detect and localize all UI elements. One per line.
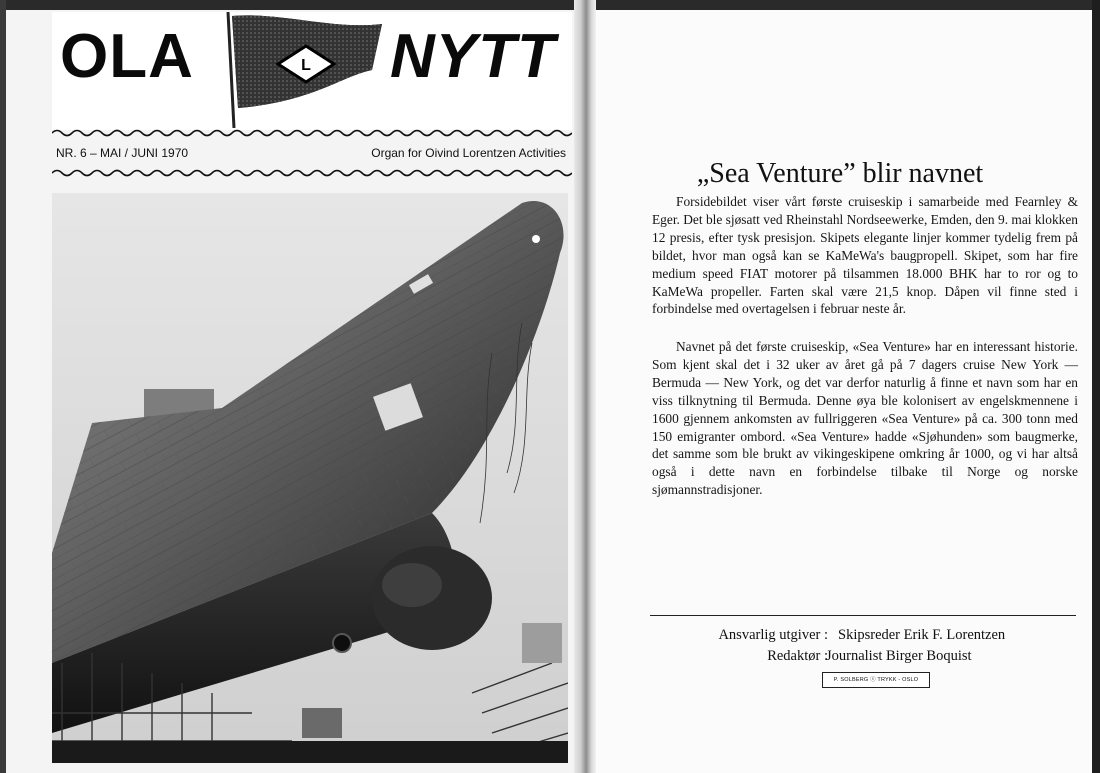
- scan-right-edge: [1092, 0, 1100, 773]
- wave-divider-bottom: [52, 168, 572, 178]
- masthead: [52, 12, 572, 130]
- masthead-right-word: NYTT: [390, 22, 556, 91]
- publisher-name: Skipsreder Erik F. Lorentzen: [838, 627, 1006, 643]
- article-paragraph-1: Forsidebildet viser vårt første cruiseskip i samarbeide med Fearnley & Eger. Det ble sjøsatt ved Rheinstahl Nordseewerke, Emden, den 9. mai klokken 12 presis, efter tysk presisjon. Skipets elegante linjer kommer tydelig frem på bildet, hvor man også kan se KaMeWa's baugpropell. Skipet, som har fire medium speed FIAT motorer på tilsammen 18.000 BHK har to ror og to KaMeWa propeller. Farten skal være 21,5 knop. Dåpen vil finne sted i forbindelse med overtagelsen i februar neste år.: [652, 194, 1078, 317]
- issue-number: NR. 6 – MAI / JUNI 1970: [56, 146, 189, 160]
- scan-top-edge: [0, 0, 1100, 10]
- flag-letter: L: [301, 57, 311, 74]
- company-flag-icon: [222, 12, 392, 128]
- credits-divider: [650, 615, 1076, 616]
- publisher-label: Ansvarlig utgiver :: [718, 627, 828, 643]
- ship-launch-photo: [52, 193, 568, 763]
- cover-subtitle: Organ for Oivind Lorentzen Activities: [371, 146, 566, 160]
- editor-name: Journalist Birger Boquist: [826, 648, 972, 664]
- issue-line: [56, 146, 566, 164]
- masthead-left-word: OLA: [60, 22, 194, 91]
- book-gutter: [574, 0, 596, 773]
- printer-mark: P. SOLBERG ⓢ TRYKK - OSLO: [822, 672, 930, 688]
- wave-divider-top: [52, 128, 572, 138]
- article-paragraph-2: Navnet på det første cruiseskip, «Sea Venture» har en interessant historie. Som kjent skal det i 32 uker av året gå på 7 dagers cruise New York — Bermuda — New York, og det var derfor naturlig å finne et navn som har en viss tilknytning til Bermuda. Denne øya ble kolonisert av engelskmennene i 1600 gjennem ankomsten av fullriggeren «Sea Venture» på ca. 300 tonn med 150 emigranter ombord. «Sea Venture» hadde «Sjøhunden» som baugmerke, det samme som ble brukt av vikingeskipene omkring år 1000, og vi har altså også i dette navn en forbindelse tilbake til Norge og norske sjømannstradisjoner.: [652, 339, 1078, 498]
- scan-left-edge: [0, 0, 6, 773]
- article-title: „Sea Venture” blir navnet: [696, 158, 984, 189]
- editor-label: Redaktør :: [767, 648, 828, 664]
